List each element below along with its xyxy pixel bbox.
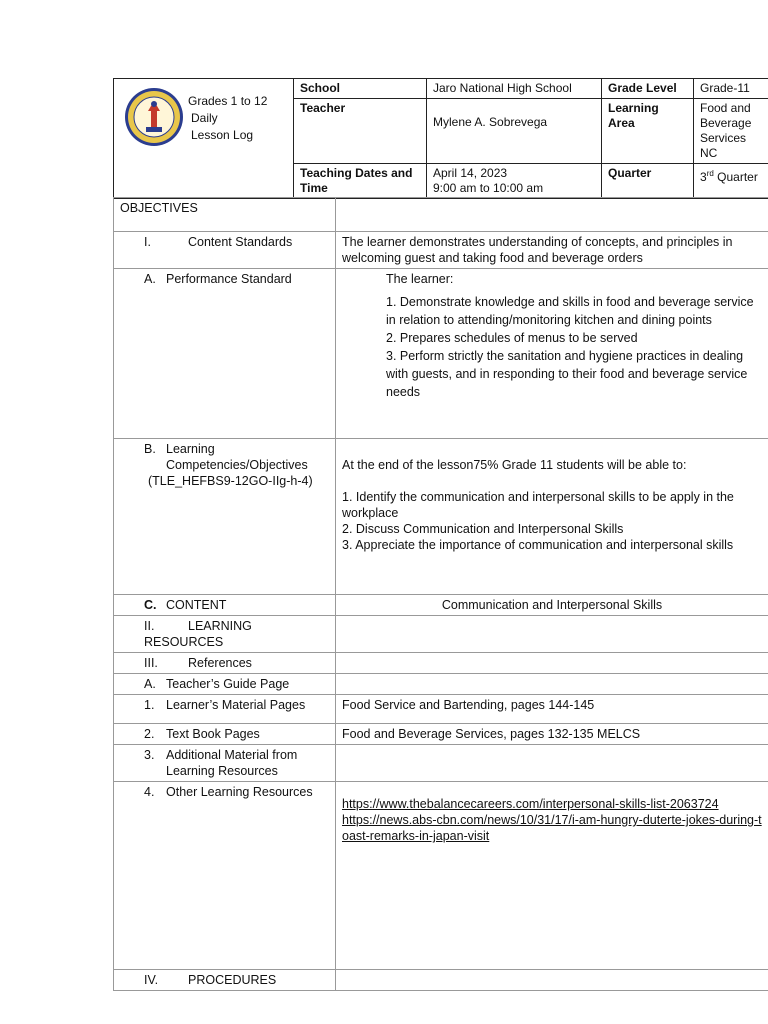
lesson-log-table: [113, 197, 768, 991]
number-marker: 1.: [144, 698, 155, 712]
quarter-label: Quarter: [602, 164, 694, 199]
procedures-empty-cell: [336, 970, 768, 991]
quarter-text: Quarter: [713, 170, 758, 184]
performance-standard-value: [336, 269, 768, 439]
content-standards-label: Content Standards: [188, 235, 293, 249]
teacher-name: Mylene A. Sobrevega: [433, 115, 548, 129]
letter-marker: B.: [144, 442, 156, 456]
learning-resources-label: LEARNING RESOURCES: [144, 619, 252, 649]
learners-material-label: Learner’s Material Pages: [166, 698, 306, 712]
teacher-value: [427, 99, 602, 164]
letter-marker: C.: [144, 598, 157, 612]
competencies-label-line: Competencies/Objectives: [166, 458, 308, 472]
school-value: Jaro National High School: [427, 79, 602, 99]
learning-resources-empty-cell: [336, 616, 768, 653]
content-standards-value: The learner demonstrates understanding of concepts, and principles in welcoming guest and taking food and beverage orders: [336, 232, 768, 269]
school-label: School: [294, 79, 427, 99]
performance-item: 3. Perform strictly the sanitation and hygiene practices in dealing with guests, and in responding to their food and beverage service needs: [386, 349, 748, 399]
content-label: CONTENT: [166, 598, 227, 612]
competencies-intro: At the end of the lesson75% Grade 11 students will be able to:: [342, 458, 687, 472]
textbook-label: Text Book Pages: [166, 727, 260, 741]
references-empty-cell: [336, 653, 768, 674]
performance-standard-label-cell: [114, 269, 336, 439]
performance-item: 2. Prepares schedules of menus to be served: [386, 331, 638, 345]
number-marker: 2.: [144, 727, 155, 741]
quarter-ordinal: rd: [706, 169, 714, 178]
textbook-value: Food and Beverage Services, pages 132-135 MELCS: [336, 724, 768, 745]
performance-intro: The learner:: [386, 272, 454, 286]
additional-material-label-cell: [114, 745, 336, 782]
logo-text-line: Daily: [191, 111, 218, 125]
teaching-dates-value: [427, 164, 602, 199]
teaching-time: 9:00 am to 10:00 am: [433, 181, 544, 195]
learners-material-value: Food Service and Bartending, pages 144-145: [336, 695, 768, 724]
competencies-item: 1. Identify the communication and interpersonal skills to be apply in the workplace: [342, 490, 734, 520]
competencies-label-cell: [114, 439, 336, 595]
learning-area-line: Food and: [700, 101, 751, 115]
references-label: References: [188, 656, 252, 670]
logo-text: [188, 93, 267, 144]
teacher-label: Teacher: [294, 99, 427, 164]
content-label-cell: [114, 595, 336, 616]
logo-text-line: Lesson Log: [191, 128, 254, 142]
competencies-item: 2. Discuss Communication and Interpersonal Skills: [342, 522, 624, 536]
teaching-dates-label: Teaching Dates and Time: [294, 164, 427, 199]
procedures-label-cell: [114, 970, 336, 991]
header-table: [113, 78, 768, 199]
number-marker: 4.: [144, 785, 155, 799]
number-marker: 3.: [144, 748, 155, 762]
other-resources-label-cell: [114, 782, 336, 970]
other-resources-value: [336, 782, 768, 970]
teachers-guide-empty-cell: [336, 674, 768, 695]
teachers-guide-label: Teacher’s Guide Page: [166, 677, 290, 691]
logo-cell: [114, 79, 294, 199]
grade-level-value: Grade-11: [694, 79, 768, 99]
teachers-guide-label-cell: [114, 674, 336, 695]
roman-numeral: II.: [144, 619, 155, 633]
competencies-value: [336, 439, 768, 595]
grade-level-label: Grade Level: [602, 79, 694, 99]
competencies-label-line: Learning: [166, 442, 215, 456]
textbook-label-cell: [114, 724, 336, 745]
other-resources-label: Other Learning Resources: [166, 785, 313, 799]
learning-area-line: Beverage: [700, 116, 752, 130]
learning-area-label: Learning Area: [602, 99, 694, 164]
performance-item: 1. Demonstrate knowledge and skills in food and beverage service in relation to attending/monitoring kitchen and dining points: [386, 295, 754, 327]
procedures-label: PROCEDURES: [188, 973, 277, 987]
roman-numeral: IV.: [144, 973, 159, 987]
letter-marker: A.: [144, 677, 156, 691]
quarter-value: [694, 164, 768, 199]
performance-standard-label: Performance Standard: [166, 272, 292, 286]
resource-link[interactable]: https://news.abs-cbn.com/news/10/31/17/i-am-hungry-duterte-jokes-during-toast-remarks-in-japan-visit: [342, 813, 762, 843]
additional-material-label-line: Additional Material from: [166, 748, 298, 762]
references-label-cell: [114, 653, 336, 674]
additional-material-label-line: Learning Resources: [166, 764, 278, 778]
content-standards-label-cell: [114, 232, 336, 269]
additional-material-empty-cell: [336, 745, 768, 782]
learning-area-line: Services NC: [700, 131, 747, 160]
learners-material-label-cell: [114, 695, 336, 724]
resource-link[interactable]: https://www.thebalancecareers.com/interpersonal-skills-list-2063724: [342, 797, 719, 811]
objectives-empty-cell: [336, 198, 768, 232]
roman-numeral: III.: [144, 656, 158, 670]
learning-area-value: [694, 99, 768, 164]
teaching-date: April 14, 2023: [433, 166, 508, 180]
learning-resources-label-cell: [114, 616, 336, 653]
school-seal-logo: [124, 87, 184, 147]
quarter-number: 3: [700, 170, 707, 184]
roman-numeral: I.: [144, 235, 151, 249]
logo-text-line: Grades 1 to 12: [188, 94, 268, 108]
objectives-title: OBJECTIVES: [114, 198, 336, 232]
letter-marker: A.: [144, 272, 156, 286]
content-value: Communication and Interpersonal Skills: [336, 595, 768, 616]
competencies-item: 3. Appreciate the importance of communication and interpersonal skills: [342, 538, 734, 552]
competencies-code: (TLE_HEFBS9-12GO-IIg-h-4): [148, 474, 313, 488]
